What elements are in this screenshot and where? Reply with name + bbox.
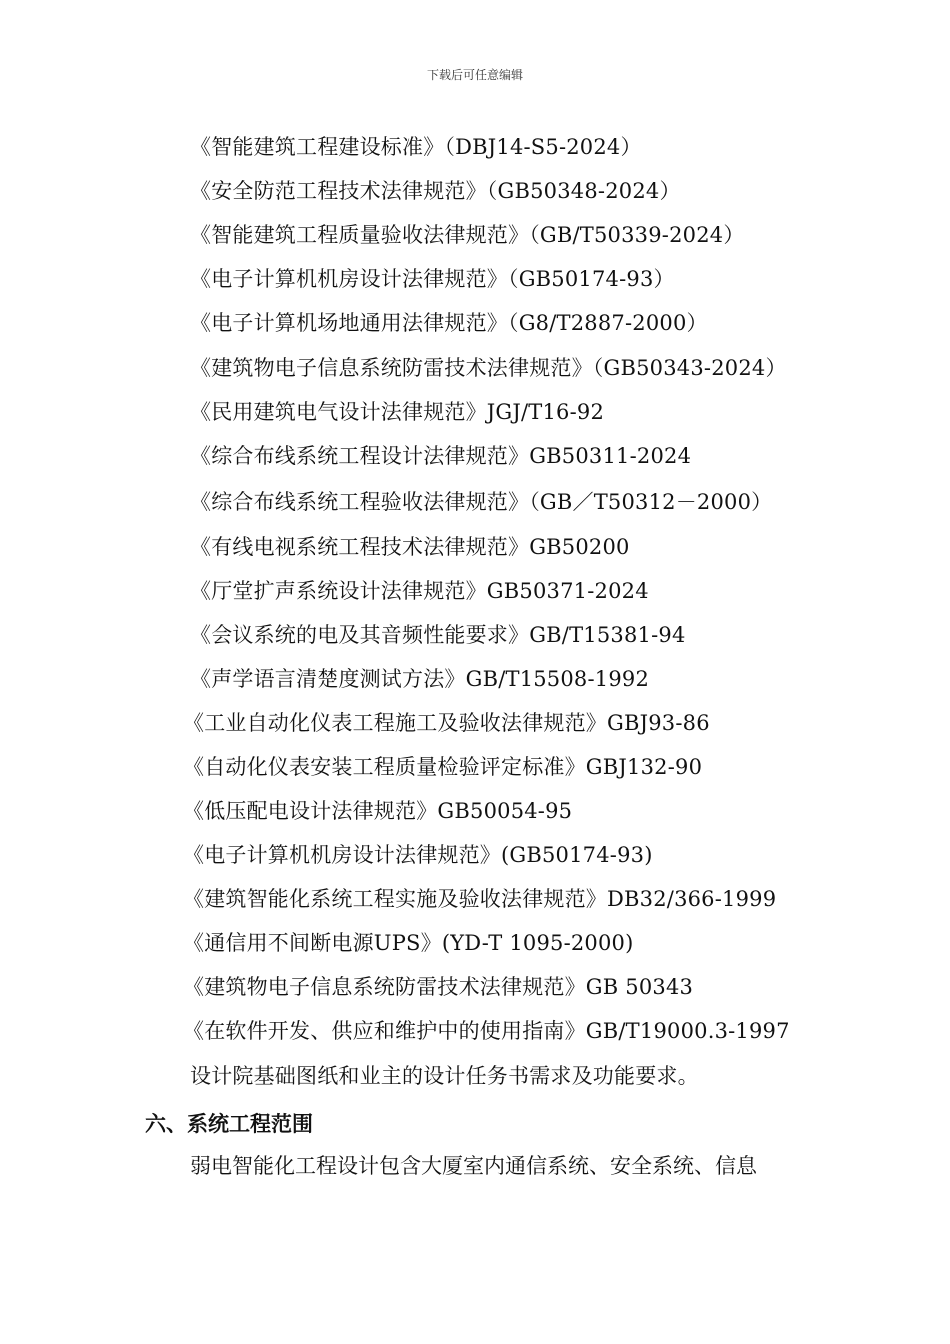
reference-item: 《工业自动化仪表工程施工及验收法律规范》GBJ93-86 [183, 711, 710, 735]
reference-item: 《建筑物电子信息系统防雷技术法律规范》GB 50343 [183, 975, 694, 999]
reference-item: 《民用建筑电气设计法律规范》JGJ/T16-92 [190, 400, 605, 424]
reference-item: 《综合布线系统工程验收法律规范》（GB／T50312－2000） [190, 490, 773, 514]
reference-item: 《有线电视系统工程技术法律规范》GB50200 [190, 535, 630, 559]
reference-item: 《声学语言清楚度测试方法》GB/T15508-1992 [190, 667, 650, 691]
reference-item: 《综合布线系统工程设计法律规范》GB50311-2024 [190, 444, 692, 468]
reference-item: 《厅堂扩声系统设计法律规范》GB50371-2024 [190, 579, 649, 603]
reference-item: 《会议系统的电及其音频性能要求》GB/T15381-94 [190, 623, 686, 647]
reference-item: 《自动化仪表安装工程质量检验评定标准》GBJ132-90 [183, 755, 703, 779]
reference-item: 《安全防范工程技术法律规范》（GB50348-2024） [190, 179, 681, 203]
reference-item: 《电子计算机机房设计法律规范》（GB50174-93） [190, 267, 675, 291]
reference-item: 《智能建筑工程质量验收法律规范》（GB/T50339-2024） [190, 223, 745, 247]
section-paragraph: 弱电智能化工程设计包含大厦室内通信系统、安全系统、信息 [190, 1154, 757, 1178]
reference-item: 《电子计算机机房设计法律规范》(GB50174-93) [183, 843, 653, 867]
section-heading: 六、系统工程范围 [145, 1112, 313, 1136]
reference-item: 《低压配电设计法律规范》GB50054-95 [183, 799, 573, 823]
reference-item: 《在软件开发、供应和维护中的使用指南》GB/T19000.3-1997 [183, 1019, 790, 1043]
reference-item: 《电子计算机场地通用法律规范》（G8/T2887-2000） [190, 311, 708, 335]
reference-item: 《建筑智能化系统工程实施及验收法律规范》DB32/366-1999 [183, 887, 777, 911]
reference-item: 《建筑物电子信息系统防雷技术法律规范》（GB50343-2024） [190, 356, 787, 380]
reference-item: 《智能建筑工程建设标准》（DBJ14-S5-2024） [190, 135, 642, 159]
reference-item: 设计院基础图纸和业主的设计任务书需求及功能要求。 [190, 1064, 699, 1088]
reference-item: 《通信用不间断电源UPS》(YD-T 1095-2000) [183, 931, 634, 955]
page-header: 下载后可任意编辑 [426, 68, 523, 82]
